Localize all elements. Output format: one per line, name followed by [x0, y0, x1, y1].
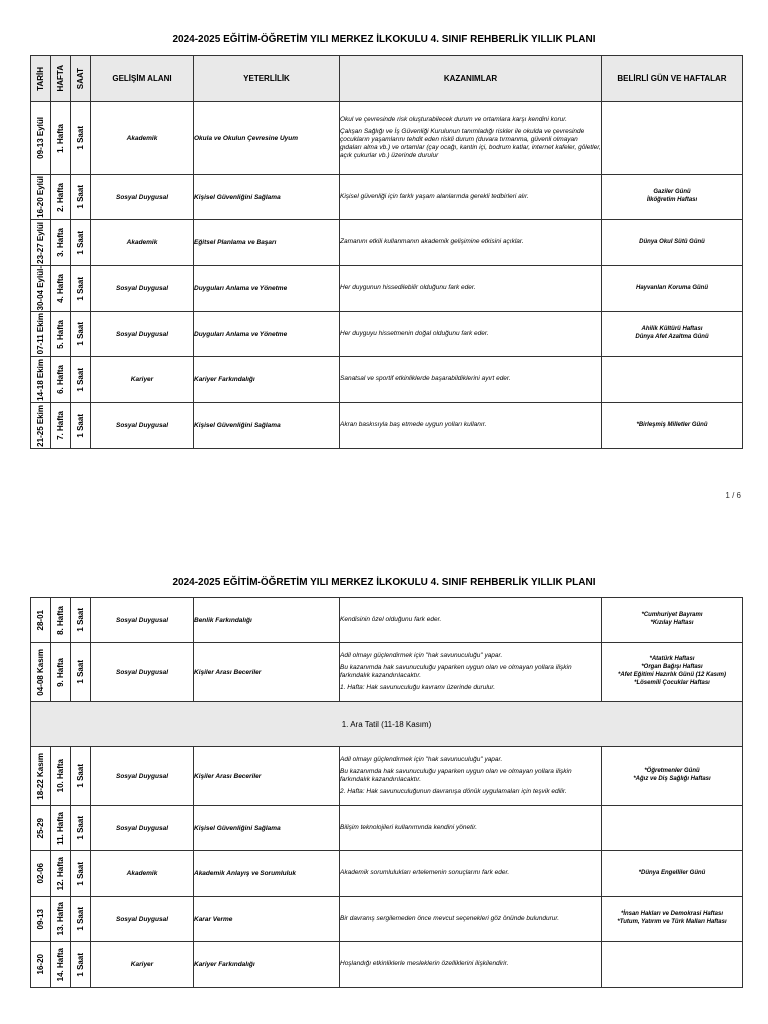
saat-cell: 1 Saat	[71, 312, 91, 357]
header-saat: SAAT	[71, 56, 91, 102]
table-row	[31, 312, 743, 357]
belirli-gun-item: *Dünya Engelliler Günü	[638, 869, 706, 876]
header-tarih: TARİH	[31, 56, 51, 102]
gelisim-alani-cell: Kariyer	[91, 357, 194, 403]
belirli-gun-item: *İnsan Hakları ve Demokrasi Haftası	[620, 911, 724, 918]
belirli-gunler-cell	[602, 747, 743, 806]
kazanim-line: Kişisel güvenliği için farklı yaşam alanlarında gerekli tedbirleri alır.	[340, 192, 529, 200]
holiday-cell: 1. Ara Tatil (11-18 Kasım)	[31, 702, 743, 747]
hafta-cell: 12. Hafta	[51, 851, 71, 897]
kazanim-cell	[340, 266, 602, 312]
table-row	[31, 598, 743, 643]
table-row	[31, 266, 743, 312]
yeterlilik-cell: Okula ve Okulun Çevresine Uyum	[194, 102, 340, 175]
yeterlilik-cell: Kariyer Farkındalığı	[194, 357, 340, 403]
kazanim-cell	[340, 942, 602, 988]
kazanim-line: Sanatsal ve sportif etkinliklerde başarabildiklerini ayırt eder.	[340, 375, 511, 383]
saat-cell: 1 Saat	[71, 102, 91, 175]
kazanim-line: Bu kazanımda hak savunuculuğu yaparken uygun olan ve olmayan yollara ilişkin farkındalık kazandırılacaktır.	[340, 663, 572, 679]
belirli-gunler-cell	[602, 312, 743, 357]
hafta-cell: 1. Hafta	[51, 102, 71, 175]
kazanim-line: Bu kazanımda hak savunuculuğu yaparken uygun olan ve olmayan yollara ilişkin farkındalık kazandırılacaktır.	[340, 767, 572, 783]
gelisim-alani-cell: Sosyal Duygusal	[91, 403, 194, 449]
plan-table-page-2	[30, 597, 743, 988]
kazanim-cell	[340, 806, 602, 851]
kazanim-cell	[340, 643, 602, 702]
saat-cell: 1 Saat	[71, 897, 91, 942]
saat-cell: 1 Saat	[71, 643, 91, 702]
saat-cell: 1 Saat	[71, 175, 91, 220]
saat-cell: 1 Saat	[71, 851, 91, 897]
gelisim-alani-cell: Sosyal Duygusal	[91, 643, 194, 702]
yeterlilik-cell: Karar Verme	[194, 897, 340, 942]
belirli-gun-item: İlköğretim Haftası	[646, 197, 698, 203]
hafta-cell: 14. Hafta	[51, 942, 71, 988]
yeterlilik-cell: Kişiler Arası Beceriler	[194, 747, 340, 806]
table-row	[31, 403, 743, 449]
tarih-cell: 09-13	[31, 897, 51, 942]
belirli-gun-item: Hayvanları Koruma Günü	[635, 284, 709, 291]
saat-cell: 1 Saat	[71, 266, 91, 312]
belirli-gun-item: *Kızılay Haftası	[650, 620, 694, 626]
gelisim-alani-cell: Sosyal Duygusal	[91, 312, 194, 357]
kazanim-line: 1. Hafta: Hak savunuculuğu kavramı üzerinde durulur.	[340, 684, 496, 692]
table-row	[31, 357, 743, 403]
yeterlilik-cell: Kariyer Farkındalığı	[194, 942, 340, 988]
yeterlilik-cell: Duyguları Anlama ve Yönetme	[194, 266, 340, 312]
saat-cell: 1 Saat	[71, 220, 91, 266]
page-1-title: 2024-2025 EĞİTİM-ÖĞRETİM YILI MERKEZ İLKOKULU 4. SINIF REHBERLİK YILLIK PLANI	[172, 34, 596, 45]
kazanim-line: Adil olmayı güçlendirmek için "hak savunuculuğu" yapar.	[340, 755, 503, 763]
belirli-gun-item: Dünya Okul Sütü Günü	[639, 238, 705, 245]
yeterlilik-cell: Kişisel Güvenliğini Sağlama	[194, 403, 340, 449]
kazanim-cell	[340, 357, 602, 403]
hafta-cell: 4. Hafta	[51, 266, 71, 312]
tarih-cell: 16-20	[31, 942, 51, 988]
hafta-cell: 8. Hafta	[51, 598, 71, 643]
saat-cell: 1 Saat	[71, 403, 91, 449]
hafta-cell: 5. Hafta	[51, 312, 71, 357]
kazanim-cell	[340, 897, 602, 942]
belirli-gun-item: Gaziler Günü	[653, 189, 691, 196]
gelisim-alani-cell: Sosyal Duygusal	[91, 266, 194, 312]
tarih-cell: 14-18 Ekim	[31, 357, 51, 403]
belirli-gun-item: Ahilik Kültürü Haftası	[641, 326, 703, 333]
yeterlilik-cell: Kişiler Arası Beceriler	[194, 643, 340, 702]
header-yeterlilik: YETERLİLİK	[194, 56, 340, 102]
kazanim-line: Her duygunun hissedilebilir olduğunu fark eder.	[340, 284, 476, 292]
saat-cell: 1 Saat	[71, 747, 91, 806]
gelisim-alani-cell: Sosyal Duygusal	[91, 806, 194, 851]
belirli-gun-item: *Öğretmenler Günü	[644, 768, 700, 775]
table-row	[31, 851, 743, 897]
kazanim-line: Zamanını etkili kullanmanın akademik gelişimine etkisini açıklar.	[340, 238, 524, 246]
yeterlilik-cell: Benlik Farkındalığı	[194, 598, 340, 643]
belirli-gunler-cell	[602, 357, 743, 403]
kazanim-cell	[340, 175, 602, 220]
tarih-cell: 23-27 Eylül	[31, 220, 51, 266]
tarih-cell: 18-22 Kasım	[31, 747, 51, 806]
yeterlilik-cell: Akademik Anlayış ve Sorumluluk	[194, 851, 340, 897]
holiday-row	[31, 702, 743, 747]
belirli-gun-item: *Afet Eğitimi Hazırlık Günü (12 Kasım)	[617, 672, 727, 678]
belirli-gunler-cell	[602, 942, 743, 988]
saat-cell: 1 Saat	[71, 942, 91, 988]
header-kazanimlar: KAZANIMLAR	[340, 56, 602, 102]
hafta-cell: 10. Hafta	[51, 747, 71, 806]
belirli-gunler-cell	[602, 266, 743, 312]
gelisim-alani-cell: Akademik	[91, 102, 194, 175]
kazanim-cell	[340, 403, 602, 449]
belirli-gun-item: *Atatürk Haftası	[649, 656, 695, 663]
table-row	[31, 102, 743, 175]
kazanim-line: Akran baskısıyla baş etmede uygun yolları kullanır.	[340, 421, 487, 429]
table-row	[31, 643, 743, 702]
gelisim-alani-cell: Sosyal Duygusal	[91, 175, 194, 220]
kazanim-line: Kendisinin özel olduğunu fark eder.	[340, 615, 442, 623]
kazanim-line: Her duyguyu hissetmenin doğal olduğunu fark eder.	[340, 329, 489, 337]
kazanim-line: Okul ve çevresinde risk oluşturabilecek durum ve ortamlara karşı kendini korur.	[340, 115, 567, 123]
table-row	[31, 175, 743, 220]
gelisim-alani-cell: Akademik	[91, 851, 194, 897]
tarih-cell: 28-01	[31, 598, 51, 643]
belirli-gunler-cell	[602, 806, 743, 851]
header-gelisim-alani: GELİŞİM ALANI	[91, 56, 194, 102]
saat-cell: 1 Saat	[71, 598, 91, 643]
belirli-gun-item: Dünya Afet Azaltma Günü	[635, 334, 709, 340]
saat-cell: 1 Saat	[71, 806, 91, 851]
plan-table-page-1	[30, 55, 743, 449]
belirli-gun-item: *Birleşmiş Milletler Günü	[636, 421, 708, 428]
hafta-cell: 6. Hafta	[51, 357, 71, 403]
kazanim-line: Hoşlandığı etkinliklerle mesleklerin özelliklerini ilişkilendirir.	[340, 960, 509, 968]
kazanim-cell	[340, 598, 602, 643]
table-row	[31, 747, 743, 806]
belirli-gun-item: *Tutum, Yatırım ve Türk Malları Haftası	[617, 919, 727, 925]
hafta-cell: 13. Hafta	[51, 897, 71, 942]
gelisim-alani-cell: Sosyal Duygusal	[91, 598, 194, 643]
yeterlilik-cell: Kişisel Güvenliğini Sağlama	[194, 806, 340, 851]
yeterlilik-cell: Kişisel Güvenliğini Sağlama	[194, 175, 340, 220]
kazanim-cell	[340, 102, 602, 175]
belirli-gun-item: *Lösemili Çocuklar Haftası	[634, 679, 710, 686]
tarih-cell: 04-08 Kasım	[31, 643, 51, 702]
gelisim-alani-cell: Sosyal Duygusal	[91, 897, 194, 942]
kazanim-line: Adil olmayı güçlendirmek için "hak savunuculuğu" yapar.	[340, 651, 503, 659]
kazanim-cell	[340, 312, 602, 357]
belirli-gunler-cell	[602, 643, 743, 702]
belirli-gunler-cell	[602, 403, 743, 449]
gelisim-alani-cell: Akademik	[91, 220, 194, 266]
belirli-gun-item: *Organ Bağışı Haftası	[641, 664, 703, 671]
tarih-cell: 09-13 Eylül	[31, 102, 51, 175]
table-row	[31, 806, 743, 851]
yeterlilik-cell: Eğitsel Planlama ve Başarı	[194, 220, 340, 266]
tarih-cell: 07-11 Ekim	[31, 312, 51, 357]
table-row	[31, 220, 743, 266]
kazanim-cell	[340, 747, 602, 806]
kazanim-line: Akademik sorumlulukları ertelemenin sonuçlarını fark eder.	[340, 869, 510, 877]
kazanim-line: Bilişim teknolojileri kullanımında kendini yönetir.	[340, 823, 478, 831]
gelisim-alani-cell: Sosyal Duygusal	[91, 747, 194, 806]
belirli-gun-item: *Ağız ve Diş Sağlığı Haftası	[633, 776, 711, 782]
tarih-cell: 21-25 Ekim	[31, 403, 51, 449]
kazanim-cell	[340, 220, 602, 266]
belirli-gun-item: *Cumhuriyet Bayramı	[641, 612, 703, 619]
table-row	[31, 942, 743, 988]
belirli-gunler-cell	[602, 851, 743, 897]
yeterlilik-cell: Duyguları Anlama ve Yönetme	[194, 312, 340, 357]
hafta-cell: 9. Hafta	[51, 643, 71, 702]
gelisim-alani-cell: Kariyer	[91, 942, 194, 988]
hafta-cell: 3. Hafta	[51, 220, 71, 266]
saat-cell: 1 Saat	[71, 357, 91, 403]
hafta-cell: 2. Hafta	[51, 175, 71, 220]
page-number: 1 / 6	[725, 491, 741, 500]
kazanim-cell	[340, 851, 602, 897]
header-belirli-gunler: BELİRLİ GÜN VE HAFTALAR	[602, 56, 743, 102]
belirli-gunler-cell	[602, 897, 743, 942]
belirli-gunler-cell	[602, 102, 743, 175]
belirli-gunler-cell	[602, 598, 743, 643]
hafta-cell: 7. Hafta	[51, 403, 71, 449]
kazanim-line: 2. Hafta: Hak savunuculuğunun davranışa dönük uygulamaları için teşvik edilir.	[340, 788, 567, 796]
tarih-cell: 30-04 Eylül-	[31, 266, 51, 312]
tarih-cell: 16-20 Eylül	[31, 175, 51, 220]
kazanim-line: Çalışan Sağlığı ve İş Güvenliği Kurulunun tanımladığı riskler ile okulda ve çevresinde çocukların yaşamlarını tehdit eden riskli durum (duvara tırmanma, güvenli olmayan gıdaları alma vb.) ve ortamlar (çay ocağı, kantin içi, bodrum katlar, internet kafeler, göletler, açık çukurlar vb.) üzerinde durulur	[340, 127, 601, 160]
kazanim-line: Bir davranış sergilemeden önce mevcut seçenekleri göz önünde bulundurur.	[340, 914, 560, 922]
tarih-cell: 02-06	[31, 851, 51, 897]
page-2-title: 2024-2025 EĞİTİM-ÖĞRETİM YILI MERKEZ İLKOKULU 4. SINIF REHBERLİK YILLIK PLANI	[172, 577, 596, 588]
belirli-gunler-cell	[602, 175, 743, 220]
table-row	[31, 897, 743, 942]
hafta-cell: 11. Hafta	[51, 806, 71, 851]
tarih-cell: 25-29	[31, 806, 51, 851]
header-hafta: HAFTA	[51, 56, 71, 102]
belirli-gunler-cell	[602, 220, 743, 266]
